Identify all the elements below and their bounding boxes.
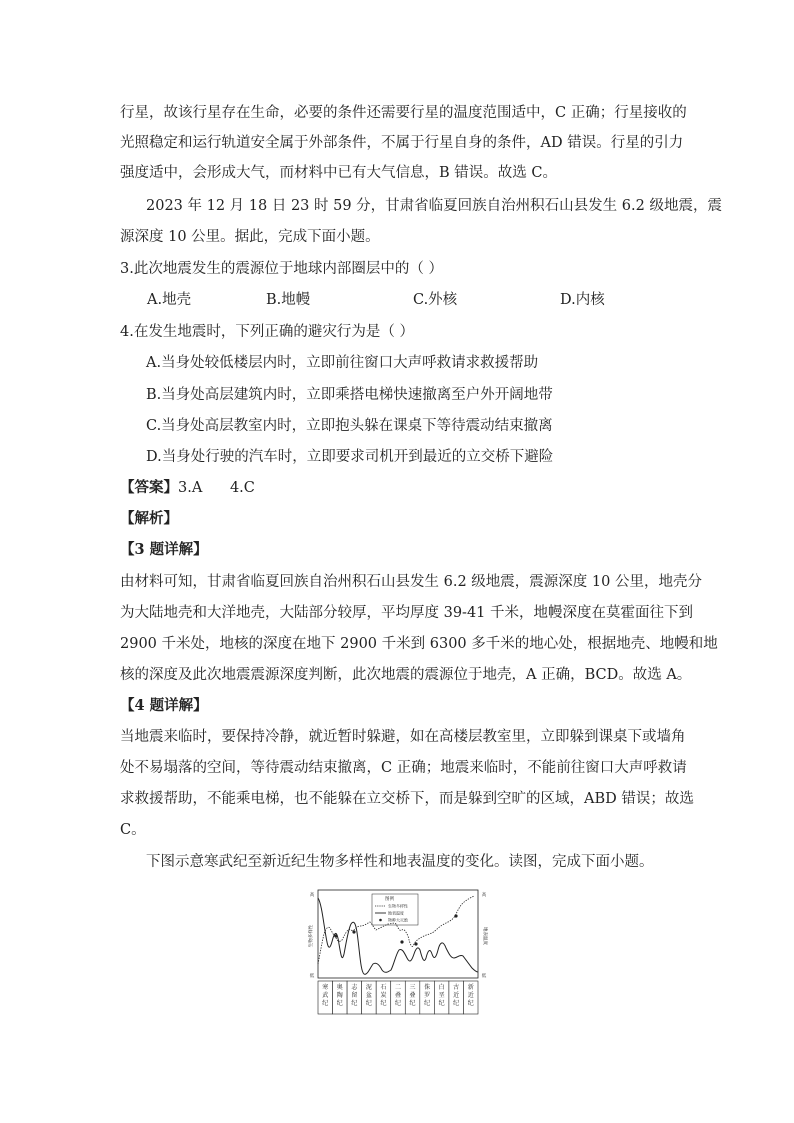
text-line: 求救援帮助，不能乘电梯，也不能躲在立交桥下，而是躲到空旷的区域，ABD 错误；故选 [120,791,694,807]
question-3-stem: 3.此次地震发生的震源位于地球内部圈层中的（ ） [120,261,443,277]
period-label-char: 近 [453,992,460,999]
text-line: 核的深度及此次地震震源深度判断，此次地震的震源位于地壳，A 正确，BCD。故选 A。 [120,667,692,683]
period-label-char: 陶 [336,992,343,999]
answer-line [120,478,255,498]
period-label-char: 纪 [336,1000,343,1007]
legend-extinction-marker [379,919,382,922]
figure-svg [306,884,490,1016]
extinction-marker [454,914,457,917]
question-4-option-b: B.当身处高层建筑内时，立即乘搭电梯快速撤离至户外开阔地带 [146,387,553,403]
left-axis-label: 生物多样性 [309,924,314,948]
left-axis-high: 高 [309,893,315,898]
detail-3-label: 【3 题详解】 [120,541,208,558]
period-label-char: 纪 [365,1000,372,1007]
right-axis-low: 低 [481,974,487,979]
right-axis-label: 地表温度 [482,927,487,945]
period-label-char: 纪 [424,1000,431,1007]
period-label-char: 纪 [453,1000,460,1007]
period-label-char: 纪 [467,1000,474,1007]
question-3-option-c: C.外核 [413,292,458,308]
legend-biodiversity-label: 生物多样性 [388,903,408,909]
period-label-char: 志 [351,984,358,991]
period-label-char: 新 [467,984,474,991]
text-line: 行星，故该行星存在生命，必要的条件还需要行星的温度范围适中，C 正确；行星接收的 [120,105,687,121]
text-line: 源深度 10 公里。据此，完成下面小题。 [120,229,380,245]
period-label-char: 侏 [424,984,431,991]
text-line: 2900 千米处，地核的深度在地下 2900 千米到 6300 多千米的地心处，根据地壳、地幔和地 [120,636,718,652]
legend-title: 图例 [385,897,394,902]
question-3-option-a: A.地壳 [147,292,192,308]
question-4-option-c: C.当身处高层教室内时，立即抱头躲在课桌下等待震动结束撤离 [146,418,553,434]
period-label-char: 二 [394,984,402,991]
text-line: 为大陆地壳和大洋地壳，大陆部分较厚，平均厚度 39-41 千米，地幔深度在莫霍面往下到 [120,605,694,621]
period-label-char: 纪 [438,1000,445,1007]
analysis-label: 【解析】 [120,510,178,527]
question-4-stem: 4.在发生地震时，下列正确的避灾行为是（ ） [120,324,414,340]
legend-temperature-label: 地表温度 [388,910,404,916]
period-label-char: 纪 [380,1000,387,1007]
period-label-char: 石 [380,984,387,991]
text-line: 由材料可知，甘肃省临夏回族自治州积石山县发生 6.2 级地震，震源深度 10 公里，地壳分 [120,574,702,590]
legend-extinction-label: 物种大灭绝 [388,917,408,923]
answer-label: 【答案】 [120,479,178,496]
figure-intro: 下图示意寒武纪至新近纪生物多样性和地表温度的变化。读图，完成下面小题。 [146,854,654,870]
period-label-char: 纪 [394,1000,402,1007]
answer-text: 3.A 4.C [178,480,255,496]
text-line: 处不易塌落的空间，等待震动结束撤离，C 正确；地震来临时，不能前往窗口大声呼救请 [120,760,687,776]
text-line: C。 [120,822,146,838]
extinction-marker [334,934,337,937]
question-4-option-d: D.当身处行驶的汽车时，立即要求司机开到最近的立交桥下避险 [146,449,554,465]
question-3-option-d: D.内核 [560,292,605,308]
extinction-marker [352,930,355,933]
text-line: 光照稳定和运行轨道安全属于外部条件，不属于行星自身的条件，AD 错误。行星的引力 [120,135,684,151]
detail-4-label: 【4 题详解】 [120,697,208,714]
text-line: 2023 年 12 月 18 日 23 时 59 分，甘肃省临夏回族自治州积石山县发生 6.2 级地震，震 [146,198,722,214]
period-label-char: 叠 [394,992,402,999]
period-label-char: 武 [322,992,329,999]
text-line: 当地震来临时，要保持冷静，就近暂时躲避，如在高楼层教室里，立即躲到课桌下或墙角 [120,729,686,745]
period-label-char: 叠 [409,992,416,999]
period-label-char: 盆 [365,992,372,999]
period-label-char: 近 [467,992,474,999]
period-label-char: 罗 [424,992,431,999]
period-label-char: 奥 [336,984,343,991]
period-label-char: 古 [453,984,460,991]
period-label-char: 白 [438,984,445,991]
period-label-char: 纪 [409,1000,416,1007]
text-line: 强度适中，会形成大气，而材料中已有大气信息，B 错误。故选 C。 [120,165,557,181]
period-label-char: 泥 [365,984,372,991]
period-label-char: 纪 [351,1000,358,1007]
question-4-option-a: A.当身处较低楼层内时，立即前往窗口大声呼救请求救援帮助 [146,355,539,371]
period-label-char: 三 [409,984,416,991]
period-label-char: 垩 [438,992,445,999]
period-label-char: 寒 [322,984,329,991]
period-row [318,981,478,1014]
period-label-char: 留 [351,992,358,999]
extinction-marker [400,940,403,943]
right-axis-high: 高 [481,893,487,898]
left-axis-low: 低 [309,974,315,979]
extinction-marker [414,942,417,945]
question-3-option-b: B.地幔 [266,292,311,308]
biodiversity-temperature-figure [306,884,490,1016]
period-label-char: 纪 [322,1000,329,1007]
period-label-char: 炭 [380,992,387,999]
